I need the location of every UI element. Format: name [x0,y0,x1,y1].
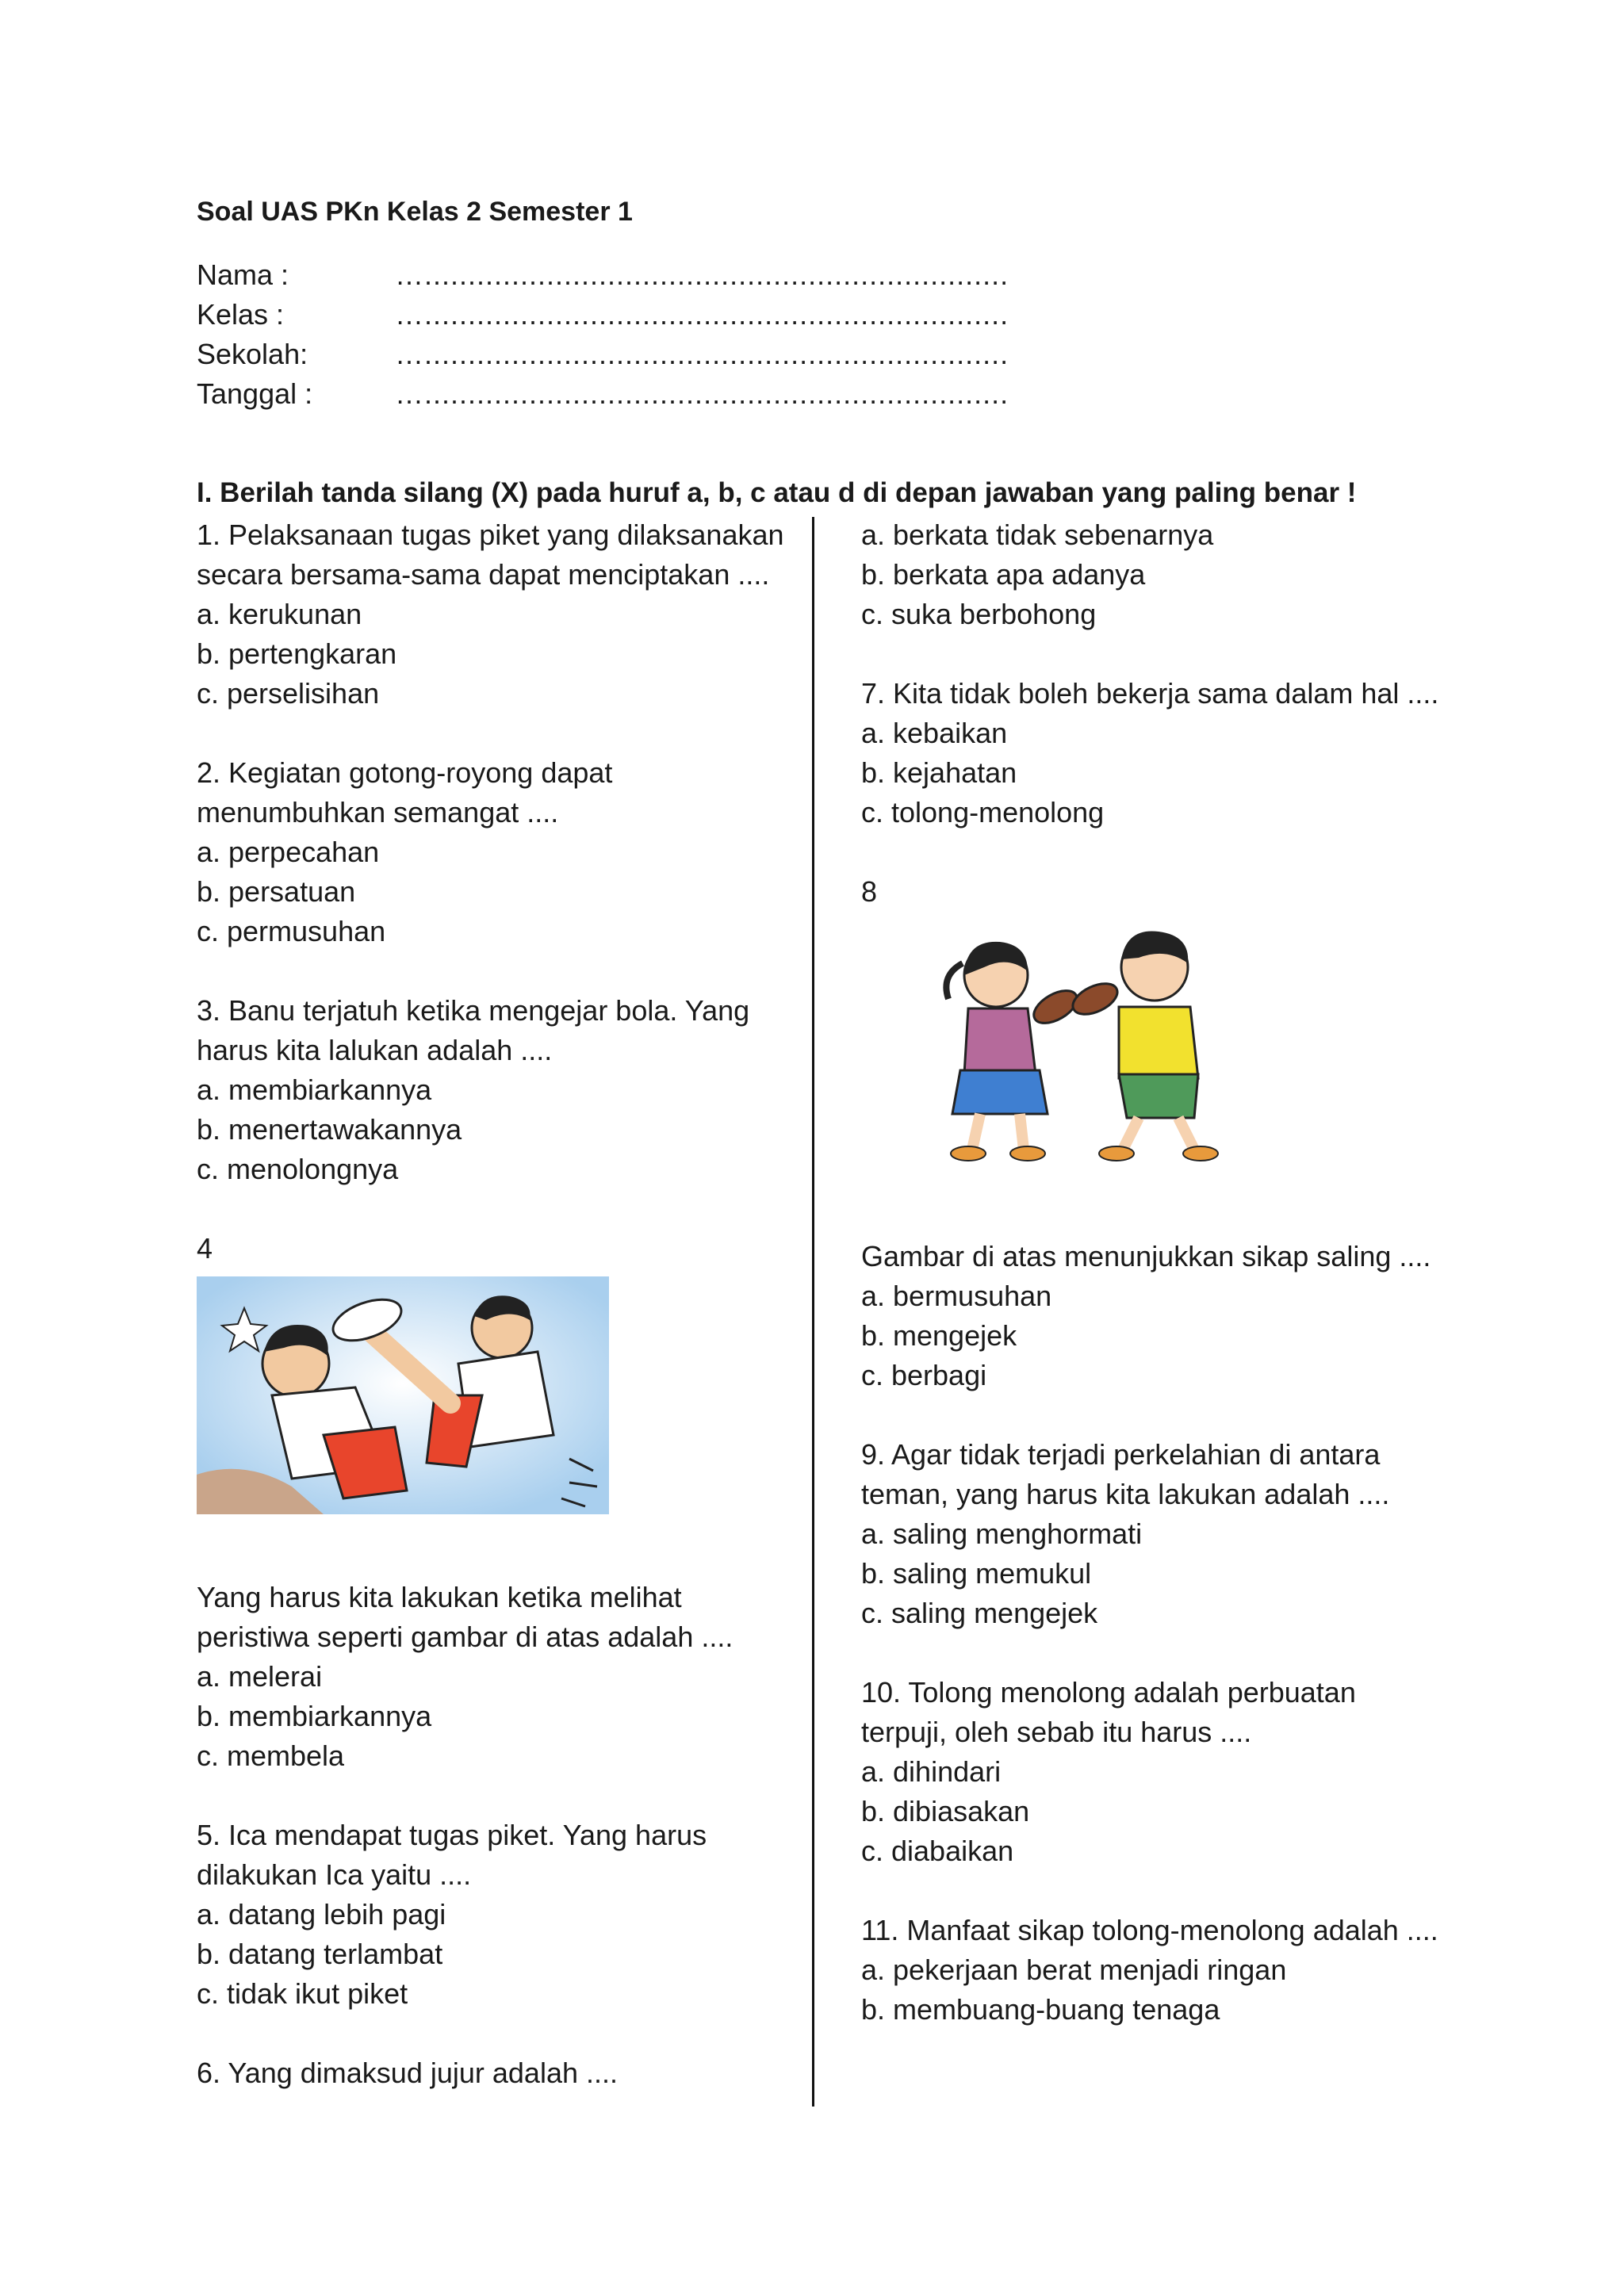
option-b: b. berkata apa adanya [861,558,1146,591]
option-b: b. datang terlambat [197,1938,443,1970]
option-a: a. dihindari [861,1755,1002,1788]
option-c: c. berbagi [861,1359,987,1391]
question-4 [197,1229,831,1776]
question-text: 9. Agar tidak terjadi perkelahian di antara [861,1438,1381,1471]
option-b: b. menertawakannya [197,1113,462,1146]
option-a: a. pekerjaan berat menjadi ringan [861,1954,1287,1986]
option-b: b. persatuan [197,875,356,908]
option-a: a. kerukunan [197,598,362,630]
option-c: c. tidak ikut piket [197,1977,408,2010]
question-number: 8 [861,875,878,908]
page-title: Soal UAS PKn Kelas 2 Semester 1 [197,197,633,227]
question-text: menumbuhkan semangat .... [197,796,559,828]
identity-label: Kelas : [197,298,285,331]
fighting-boys-illustration [197,1276,609,1514]
option-c: c. tolong-menolong [861,796,1105,828]
identity-row-kelas [197,295,1009,335]
identity-row-tanggal [197,374,1009,414]
identity-dots: …................................................................... [395,377,1009,410]
option-b: b. pertengkaran [197,637,397,670]
identity-label: Sekolah: [197,338,308,370]
question-text: 1. Pelaksanaan tugas piket yang dilaksanakan [197,519,784,551]
option-a: a. bermusuhan [861,1280,1052,1312]
question-text: Yang harus kita lakukan ketika melihat [197,1581,682,1613]
question-8 [861,872,1511,1395]
question-text: 5. Ica mendapat tugas piket. Yang harus [197,1819,707,1851]
left-column [197,515,831,2093]
option-c: c. menolongnya [197,1153,399,1185]
option-a: a. membiarkannya [197,1073,432,1106]
question-11 [861,1911,1511,2030]
question-10 [861,1673,1511,1871]
option-a: a. perpecahan [197,836,380,868]
identity-row-nama [197,255,1009,295]
question-text: 7. Kita tidak boleh bekerja sama dalam hal .... [861,677,1439,710]
question-text: 2. Kegiatan gotong-royong dapat [197,756,613,789]
identity-label: Tanggal : [197,377,313,410]
question-text: secara bersama-sama dapat menciptakan .... [197,558,770,591]
option-a: a. saling menghormati [861,1517,1143,1550]
option-c: c. diabaikan [861,1835,1014,1867]
option-a: a. kebaikan [861,717,1008,749]
question-text: 10. Tolong menolong adalah perbuatan [861,1676,1356,1709]
option-c: c. permusuhan [197,915,386,947]
question-text: 11. Manfaat sikap tolong-menolong adalah .... [861,1914,1438,1946]
identity-dots: …................................................................... [395,298,1009,331]
option-a: a. datang lebih pagi [197,1898,446,1931]
option-a: a. berkata tidak sebenarnya [861,519,1214,551]
option-b: b. membiarkannya [197,1700,432,1732]
question-6 [197,2053,831,2093]
question-3 [197,991,831,1189]
option-b: b. kejahatan [861,756,1017,789]
question-text: teman, yang harus kita lakukan adalah .... [861,1478,1390,1510]
student-identity-block [197,255,1009,414]
option-c: c. suka berbohong [861,598,1097,630]
question-1 [197,515,831,714]
question-6-options [861,515,1511,634]
option-b: b. dibiasakan [861,1795,1030,1827]
question-text: peristiwa seperti gambar di atas adalah .... [197,1621,733,1653]
section-instruction: I. Berilah tanda silang (X) pada huruf a, b, c atau d di depan jawaban yang paling benar ! [197,477,1357,508]
option-c: c. saling mengejek [861,1597,1098,1629]
question-text: Gambar di atas menunjukkan sikap saling .... [861,1240,1431,1272]
option-a: a. melerai [197,1660,323,1693]
option-b: b. membuang-buang tenaga [861,1993,1220,2026]
question-text: terpuji, oleh sebab itu harus .... [861,1716,1252,1748]
identity-dots: …................................................................... [395,338,1009,370]
question-text: dilakukan Ica yaitu .... [197,1858,472,1891]
sharing-food-illustration [909,920,1242,1165]
identity-row-sekolah [197,335,1009,374]
question-5 [197,1816,831,2014]
option-b: b. saling memukul [861,1557,1092,1590]
identity-label: Nama : [197,258,289,291]
identity-dots: …................................................................... [395,258,1009,291]
question-7 [861,674,1511,832]
option-b: b. mengejek [861,1319,1017,1352]
question-9 [861,1435,1511,1633]
question-number: 4 [197,1232,213,1265]
right-column [861,515,1511,2030]
option-c: c. membela [197,1739,345,1772]
option-c: c. perselisihan [197,677,380,710]
question-text: 6. Yang dimaksud jujur adalah .... [197,2057,618,2089]
question-2 [197,753,831,951]
question-text: harus kita lalukan adalah .... [197,1034,553,1066]
question-text: 3. Banu terjatuh ketika mengejar bola. Yang [197,994,750,1027]
